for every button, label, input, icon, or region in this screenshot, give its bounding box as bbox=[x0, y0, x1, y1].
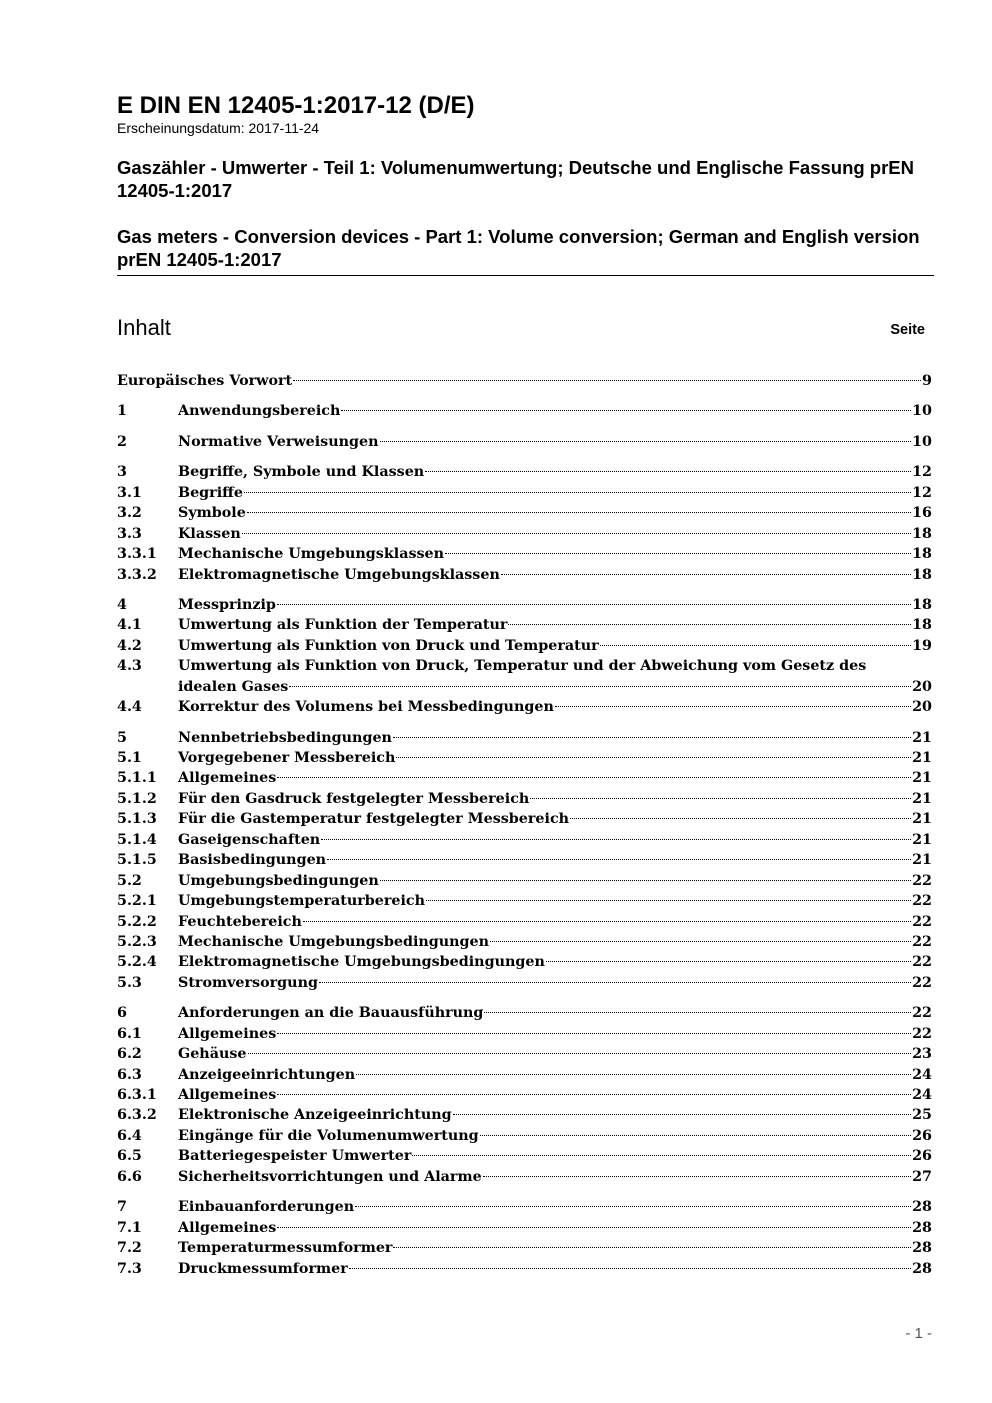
toc-entry-number: 6.4 bbox=[117, 1127, 142, 1144]
toc-entry-number: 6.6 bbox=[117, 1168, 142, 1185]
toc-entry[interactable] bbox=[117, 768, 932, 788]
toc-entry-title: Feuchtebereich bbox=[178, 913, 302, 930]
dot-leader bbox=[490, 941, 911, 942]
toc-entry[interactable] bbox=[117, 748, 932, 768]
toc-entry[interactable] bbox=[117, 1197, 932, 1217]
toc-entry-number: 4.1 bbox=[117, 617, 142, 634]
toc-entry-page: 24 bbox=[912, 1066, 932, 1083]
dot-leader bbox=[483, 1176, 911, 1177]
toc-entry-page: 22 bbox=[912, 872, 932, 889]
toc-entry-number: 5.1.3 bbox=[117, 811, 157, 828]
toc-entry-page: 21 bbox=[912, 852, 932, 869]
dot-leader bbox=[319, 982, 911, 983]
toc-entry-number: 2 bbox=[117, 433, 127, 450]
dot-leader bbox=[425, 471, 911, 472]
toc-entry-page: 27 bbox=[912, 1168, 932, 1185]
toc-entry-title: Messprinzip bbox=[178, 596, 276, 613]
toc-entry-page: 18 bbox=[912, 617, 932, 634]
title-english: Gas meters - Conversion devices - Part 1: Volume conversion; German and English version prEN 12405-1:2017 bbox=[117, 226, 920, 270]
toc-entry-title: Begriffe, Symbole und Klassen bbox=[178, 464, 425, 481]
toc-entry-title: Gaseigenschaften bbox=[178, 831, 321, 848]
toc-entry-page: 21 bbox=[912, 790, 932, 807]
toc-entry-number: 5.1.2 bbox=[117, 790, 157, 807]
toc-entry-number: 5 bbox=[117, 729, 127, 746]
toc-entry-title: Europäisches Vorwort bbox=[117, 373, 293, 389]
dot-leader bbox=[242, 533, 911, 534]
title-german: Gaszähler - Umwerter - Teil 1: Volumenumwertung; Deutsche und Englische Fassung prEN 12405-1:2017 bbox=[117, 157, 915, 201]
toc-entry-title: Elektromagnetische Umgebungsklassen bbox=[178, 566, 500, 583]
toc-entry-title: Mechanische Umgebungsklassen bbox=[178, 546, 445, 563]
toc-entry-title: Elektromagnetische Umgebungsbedingungen bbox=[178, 954, 545, 971]
toc-entry-title: Eingänge für die Volumenumwertung bbox=[178, 1127, 479, 1144]
toc-entry-page: 21 bbox=[912, 831, 932, 848]
toc-entry-title: Nennbetriebsbedingungen bbox=[178, 729, 392, 746]
toc-entry-page: 25 bbox=[912, 1107, 932, 1124]
toc-entry-page: 19 bbox=[912, 637, 932, 654]
toc-entry-title: Einbauanforderungen bbox=[178, 1199, 355, 1216]
toc-entry-page: 21 bbox=[912, 811, 932, 828]
toc-entry[interactable] bbox=[117, 809, 932, 829]
toc-entry[interactable] bbox=[117, 1238, 932, 1258]
toc-entry-number: 5.1.5 bbox=[117, 852, 157, 869]
document-id: E DIN EN 12405-1:2017-12 (D/E) bbox=[117, 92, 475, 119]
toc-entry[interactable] bbox=[117, 1085, 932, 1105]
toc-entry-number: 4.4 bbox=[117, 699, 142, 716]
toc-entry[interactable] bbox=[117, 871, 932, 891]
toc-entry-number: 5.2.4 bbox=[117, 954, 157, 971]
dot-leader bbox=[289, 686, 911, 687]
toc-entry-title: Umgebungsbedingungen bbox=[178, 872, 379, 889]
toc-entry-page: 22 bbox=[912, 954, 932, 971]
toc-entry-page: 10 bbox=[912, 403, 932, 420]
dot-leader bbox=[445, 553, 911, 554]
toc-entry-title: Vorgegebener Messbereich bbox=[178, 750, 396, 766]
toc-entry[interactable] bbox=[117, 973, 932, 993]
toc-entry-title: Klassen bbox=[178, 525, 241, 542]
dot-leader bbox=[546, 961, 911, 962]
toc-entry[interactable] bbox=[117, 1065, 932, 1085]
toc-entry[interactable] bbox=[117, 483, 932, 503]
toc-entry[interactable] bbox=[117, 1044, 932, 1064]
toc-entry-page: 20 bbox=[912, 699, 932, 716]
toc-entry-title: Umwertung als Funktion der Temperatur bbox=[178, 617, 508, 634]
toc-entry-title: Für den Gasdruck festgelegter Messbereich bbox=[178, 790, 530, 807]
dot-leader bbox=[244, 492, 911, 493]
toc-entry[interactable] bbox=[117, 1126, 932, 1146]
toc-entry-title: Temperaturmessumformer bbox=[178, 1240, 393, 1257]
toc-entry[interactable] bbox=[117, 636, 932, 656]
toc-entry[interactable] bbox=[117, 615, 932, 635]
dot-leader bbox=[501, 574, 911, 575]
toc-entry-page: 23 bbox=[912, 1046, 932, 1063]
toc-entry-title: Mechanische Umgebungsbedingungen bbox=[178, 933, 490, 950]
toc-entry-number: 4.3 bbox=[117, 658, 142, 675]
toc-entry[interactable] bbox=[117, 524, 932, 544]
toc-entry-title: Umwertung als Funktion von Druck und Temperatur bbox=[178, 637, 599, 654]
toc-entry-title: Normative Verweisungen bbox=[178, 433, 379, 450]
toc-entry[interactable] bbox=[117, 656, 932, 676]
toc-entry-title: Umgebungstemperaturbereich bbox=[178, 893, 426, 910]
toc-entry[interactable] bbox=[117, 850, 932, 870]
toc-entry-page: 22 bbox=[912, 913, 932, 930]
toc-entry[interactable] bbox=[117, 595, 932, 615]
dot-leader bbox=[480, 1135, 911, 1136]
toc-entry-title: Basisbedingungen bbox=[178, 852, 327, 869]
toc-entry[interactable] bbox=[117, 1218, 932, 1238]
toc-entry-number: 6.3.1 bbox=[117, 1087, 157, 1103]
dot-leader bbox=[277, 1227, 911, 1228]
dot-leader bbox=[555, 706, 911, 707]
dot-leader bbox=[277, 777, 911, 778]
toc-entry-page: 18 bbox=[912, 546, 932, 563]
toc-entry-page: 12 bbox=[912, 484, 932, 501]
toc-entry-page: 22 bbox=[912, 1005, 932, 1022]
toc-page-label: Seite bbox=[890, 322, 925, 338]
toc-entry-page: 22 bbox=[912, 1025, 932, 1042]
dot-leader bbox=[396, 757, 911, 758]
toc-entry-page: 12 bbox=[912, 464, 932, 481]
toc-entry-title: Sicherheitsvorrichtungen und Alarme bbox=[178, 1168, 482, 1185]
toc-entry[interactable] bbox=[117, 544, 932, 564]
toc-entry-number: 1 bbox=[117, 403, 127, 420]
toc-entry-title: Anwendungsbereich bbox=[178, 403, 341, 420]
toc-entry-title: Symbole bbox=[178, 505, 246, 522]
dot-leader bbox=[277, 1094, 911, 1095]
toc-entry-title: Umwertung als Funktion von Druck, Temperatur und der Abweichung vom Gesetz des bbox=[178, 658, 867, 675]
toc-entry-title-continued: idealen Gases bbox=[178, 678, 289, 695]
dot-leader bbox=[327, 859, 911, 860]
toc-entry-number: 5.1 bbox=[117, 750, 142, 766]
toc-entry-page: 28 bbox=[912, 1240, 932, 1257]
toc-entry-title: Elektronische Anzeigeeinrichtung bbox=[178, 1107, 452, 1124]
toc-entry[interactable] bbox=[117, 1259, 932, 1279]
toc-entry-number: 3.3 bbox=[117, 525, 142, 542]
toc-entry-page: 28 bbox=[912, 1260, 932, 1277]
header-divider bbox=[117, 275, 934, 276]
toc-entry-number: 5.1.4 bbox=[117, 831, 157, 848]
toc-entry-number: 6.2 bbox=[117, 1046, 142, 1063]
dot-leader bbox=[380, 441, 912, 442]
toc-entry[interactable] bbox=[117, 1024, 932, 1044]
toc-entry-page: 10 bbox=[912, 433, 932, 450]
toc-entry-title: Allgemeines bbox=[178, 1087, 277, 1103]
toc-entry-page: 28 bbox=[912, 1199, 932, 1216]
dot-leader bbox=[412, 1155, 911, 1156]
toc-entry[interactable] bbox=[117, 462, 932, 482]
toc-entry-number: 6 bbox=[117, 1005, 127, 1022]
dot-leader bbox=[530, 798, 911, 799]
toc-entry[interactable] bbox=[117, 1167, 932, 1187]
toc-entry-number: 4.2 bbox=[117, 637, 142, 654]
toc-entry-number: 5.1.1 bbox=[117, 770, 157, 787]
toc-entry-title: Stromversorgung bbox=[178, 974, 318, 991]
toc-entry[interactable] bbox=[117, 1105, 932, 1125]
dot-leader bbox=[393, 737, 911, 738]
toc-entry-number: 4 bbox=[117, 596, 127, 613]
toc-entry-number: 3.3.2 bbox=[117, 566, 157, 583]
dot-leader bbox=[393, 1247, 911, 1248]
toc-entry-title: Batteriegespeister Umwerter bbox=[178, 1148, 412, 1165]
dot-leader bbox=[600, 645, 911, 646]
toc-entry-number: 6.3.2 bbox=[117, 1107, 157, 1124]
page-number: - 1 - bbox=[905, 1325, 932, 1342]
toc-entry-page: 20 bbox=[912, 678, 932, 695]
toc-entry[interactable] bbox=[117, 697, 932, 717]
toc-entry-number: 6.3 bbox=[117, 1066, 142, 1083]
dot-leader bbox=[380, 880, 911, 881]
dot-leader bbox=[277, 604, 911, 605]
toc-entry-number: 5.2.3 bbox=[117, 933, 157, 950]
toc-entry[interactable] bbox=[117, 432, 932, 452]
dot-leader bbox=[355, 1206, 911, 1207]
toc-entry[interactable] bbox=[117, 891, 932, 911]
toc-entry-page: 18 bbox=[912, 596, 932, 613]
toc-entry[interactable] bbox=[117, 565, 932, 585]
toc-entry-page: 22 bbox=[912, 893, 932, 910]
toc-entry-title: Anzeigeeinrichtungen bbox=[178, 1066, 356, 1083]
toc-entry[interactable] bbox=[117, 371, 932, 391]
dot-leader bbox=[508, 624, 911, 625]
toc-entry-title: Allgemeines bbox=[178, 770, 277, 787]
toc-entry[interactable] bbox=[117, 789, 932, 809]
toc-entry-number: 6.5 bbox=[117, 1148, 142, 1165]
document-header bbox=[117, 92, 934, 271]
toc-entry-page: 9 bbox=[922, 373, 932, 389]
toc-entry-continuation[interactable] bbox=[117, 677, 932, 697]
toc-entry-page: 21 bbox=[912, 750, 932, 766]
toc-entry-title: Allgemeines bbox=[178, 1219, 277, 1236]
dot-leader bbox=[453, 1114, 911, 1115]
toc-entry-number: 5.3 bbox=[117, 974, 142, 991]
toc-entry-page: 24 bbox=[912, 1087, 932, 1103]
toc-entry-number: 7.2 bbox=[117, 1240, 142, 1257]
toc-entry-page: 28 bbox=[912, 1219, 932, 1236]
toc-entry-title: Gehäuse bbox=[178, 1046, 247, 1063]
toc-entry-title: Begriffe bbox=[178, 484, 243, 501]
toc-entry-page: 26 bbox=[912, 1127, 932, 1144]
toc-entry[interactable] bbox=[117, 830, 932, 850]
dot-leader bbox=[341, 410, 911, 411]
table-of-contents bbox=[117, 371, 932, 1279]
toc-entry-page: 18 bbox=[912, 525, 932, 542]
toc-entry-number: 3.1 bbox=[117, 484, 142, 501]
dot-leader bbox=[484, 1012, 911, 1013]
dot-leader bbox=[570, 818, 911, 819]
toc-entry-page: 22 bbox=[912, 933, 932, 950]
dot-leader bbox=[293, 380, 921, 381]
toc-entry-title: Korrektur des Volumens bei Messbedingungen bbox=[178, 699, 554, 716]
toc-entry[interactable] bbox=[117, 952, 932, 972]
toc-entry-number: 3.3.1 bbox=[117, 546, 157, 563]
toc-entry-number: 7.1 bbox=[117, 1219, 142, 1236]
dot-leader bbox=[247, 512, 911, 513]
toc-entry-number: 3 bbox=[117, 464, 127, 481]
toc-entry-number: 5.2.2 bbox=[117, 913, 157, 930]
toc-entry-page: 21 bbox=[912, 729, 932, 746]
toc-entry-number: 7 bbox=[117, 1199, 127, 1216]
toc-entry-title: Allgemeines bbox=[178, 1025, 277, 1042]
toc-entry-page: 16 bbox=[912, 505, 932, 522]
toc-title: Inhalt bbox=[117, 315, 171, 340]
dot-leader bbox=[321, 839, 911, 840]
toc-entry-page: 21 bbox=[912, 770, 932, 787]
toc-entry-title: Anforderungen an die Bauausführung bbox=[178, 1005, 484, 1022]
toc-entry[interactable] bbox=[117, 932, 932, 952]
toc-entry-number: 3.2 bbox=[117, 505, 142, 522]
dot-leader bbox=[426, 900, 911, 901]
toc-entry[interactable] bbox=[117, 728, 932, 748]
dot-leader bbox=[248, 1053, 912, 1054]
toc-entry[interactable] bbox=[117, 1146, 932, 1166]
toc-entry[interactable] bbox=[117, 401, 932, 421]
toc-entry-page: 26 bbox=[912, 1148, 932, 1165]
toc-entry-page: 22 bbox=[912, 974, 932, 991]
toc-entry-page: 18 bbox=[912, 566, 932, 583]
dot-leader bbox=[277, 1033, 911, 1034]
toc-entry-title: Für die Gastemperatur festgelegter Messbereich bbox=[178, 811, 570, 828]
dot-leader bbox=[349, 1268, 911, 1269]
toc-entry-title: Druckmessumformer bbox=[178, 1260, 348, 1277]
toc-entry[interactable] bbox=[117, 912, 932, 932]
toc-entry[interactable] bbox=[117, 1003, 932, 1023]
toc-entry[interactable] bbox=[117, 503, 932, 523]
toc-entry-number: 7.3 bbox=[117, 1260, 142, 1277]
toc-entry-number: 5.2 bbox=[117, 872, 142, 889]
dot-leader bbox=[356, 1074, 911, 1075]
toc-entry-number: 5.2.1 bbox=[117, 893, 157, 910]
dot-leader bbox=[303, 921, 911, 922]
publication-date: Erscheinungsdatum: 2017-11-24 bbox=[117, 120, 320, 136]
toc-entry-number: 6.1 bbox=[117, 1025, 142, 1042]
